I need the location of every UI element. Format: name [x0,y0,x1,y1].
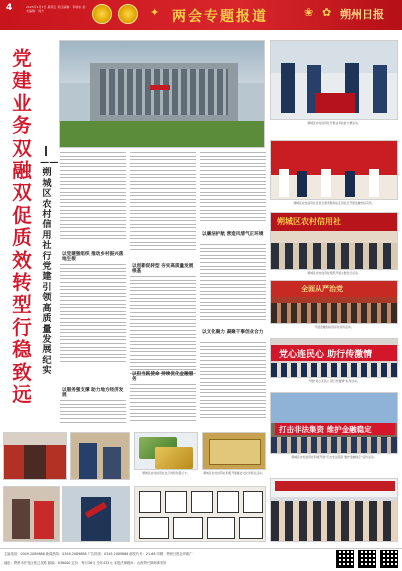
article-column-3a [200,152,266,232]
national-emblem-icon [92,4,112,24]
qr-code-icon [358,550,376,568]
street-campaign-photo [270,392,398,454]
bank-building-photo [59,40,265,148]
newspaper-logo: 朔州日报 [340,8,384,21]
caption: 开展“党心连民心 助行传激情”系列活动。 [308,379,360,383]
qr-code-icon [380,550,398,568]
elderly-visit-photo [3,486,60,542]
page-number: 4 [6,3,13,13]
caption: 朔城区农村信用社积极开展廉洁文化进网点活动。 [203,471,265,475]
flower-icon: ✿ [322,6,332,19]
subtitle-dash [45,146,47,156]
hall-photo [270,280,398,324]
article-column-3b [200,244,266,330]
hall-banner-text: 全面从严治党 [301,285,343,293]
section-heading: 以创新促转型 夯实高质量发展根基 [132,264,194,274]
main-headline: 党建业务双融双促 质效转型行稳致远 [12,47,32,407]
lantern-icon: ✦ [150,6,160,19]
woman-with-flowers-photo [3,432,67,480]
article-column-1a [60,152,126,250]
classroom-photo [270,478,398,542]
caption: 朔城区农村信用社组织开展主题党日活动。 [307,271,361,275]
caption: 朔城区农村信用社积极开展“打击非法集资 维护金融稳定”宣传活动。 [291,455,377,459]
stage-banner-photo [270,212,398,270]
footer-line-1: 主编电话：0349-2089886 新闻热线：0349-2089888 广告热线：0349-2089866 邮发代号：21-68 印刷：朔州日报社印刷厂 [4,552,193,556]
article-column-1b [60,264,126,374]
flower-icon: ❀ [304,6,314,19]
gold-plaque-photo [202,432,266,470]
article-column-2a [130,152,196,262]
caption: 朔城区农村信用社党员志愿者服务队走进社区开展金融知识宣传。 [293,201,375,205]
counter-service-photo [70,432,130,480]
cppcc-emblem-icon [118,4,138,24]
caption: 朔城区农村信用社开展业务技能大赛活动。 [307,121,361,125]
staff-with-sash-photo [62,486,130,542]
red-banner-text: 党心连民心 助行传激情 [279,350,373,360]
article-column-2b [130,276,196,386]
sub-headline: ——朔城区农村信用社行党建引领高质量发展纪实 [40,157,59,377]
section-heading: 以担当践使命 持续优化金融服务 [132,372,194,382]
red-banner-photo [270,338,398,378]
footer-line-2: 地址：朔州市开发区张辽北路 邮编：036000 定价：每月36元 全年432元 本报法律顾问：山西朔兴律师事务所 [4,561,167,565]
issue-info: 2025年1月3日 星期五 责任编辑：李晓东 美术编辑：刘方 [26,5,86,13]
page-title: 两会专题报道 [172,9,268,25]
article-column-3c [200,342,266,428]
section-heading: 以廉洁护航 营造风清气正环境 [202,232,264,237]
caption: 朔城区农村信用社发行的特色银行卡。 [142,471,190,475]
qr-code-icon [336,550,354,568]
caption: 开展金融知识进乡村宣传活动。 [314,325,354,329]
stage-banner-text: 朔城区农村信用社 [277,217,341,226]
red-stage-photo [270,140,398,200]
section-heading: 以党建强组织 推动乡村振兴落地生根 [62,252,124,262]
page-header [0,0,402,30]
section-heading: 以文化聚力 凝聚干事创业合力 [202,330,264,335]
article-column-1c [60,400,126,428]
article-column-2c [130,384,196,428]
section-heading: 以服务强支撑 助力地方经济发展 [62,388,124,398]
award-ceremony-photo [270,40,398,120]
calligraphy-exhibit-photo [134,486,266,542]
street-banner-text: 打击非法集资 维护金融稳定 [279,425,372,434]
bank-card-photo [134,432,198,470]
